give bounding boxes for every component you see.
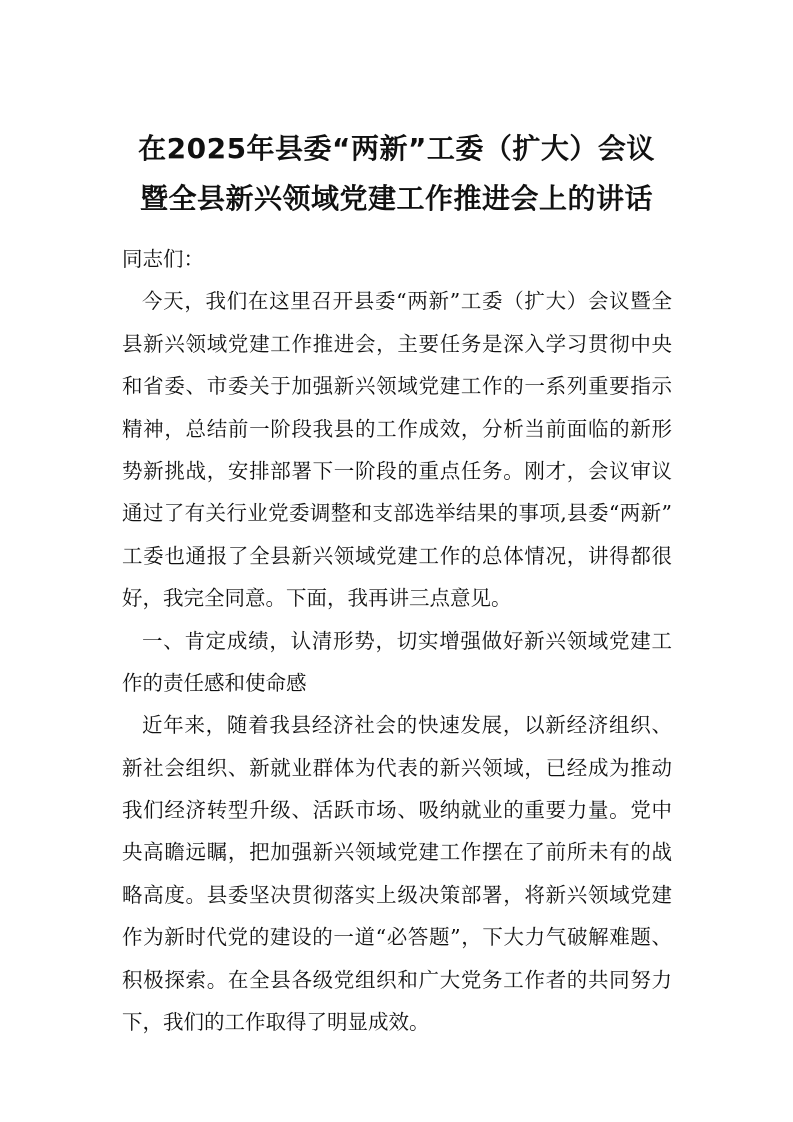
paragraph-line: 略高度。县委坚决贯彻落实上级决策部署，将新兴领域党建 [122, 882, 672, 907]
heading-line: 一、肯定成绩，认清形势，切实增强做好新兴领域党建工 [142, 628, 672, 653]
paragraph-line: 积极探索。在全县各级党组织和广大党务工作者的共同努力 [122, 967, 672, 992]
paragraph-line: 势新挑战，安排部署下一阶段的重点任务。刚才，会议审议 [122, 458, 672, 483]
paragraph-line: 工委也通报了全县新兴领域党建工作的总体情况，讲得都很 [122, 543, 672, 568]
paragraph-line: 县新兴领域党建工作推进会，主要任务是深入学习贯彻中央 [122, 331, 672, 356]
paragraph-line: 下，我们的工作取得了明显成效。 [122, 1010, 430, 1035]
paragraph-line: 近年来，随着我县经济社会的快速发展，以新经济组织、 [142, 713, 672, 738]
paragraph-line: 央高瞻远瞩，把加强新兴领域党建工作摆在了前所未有的战 [122, 840, 672, 865]
section-heading-1 [122, 620, 672, 705]
document-title [0, 124, 793, 224]
heading-line: 作的责任感和使命感 [122, 670, 307, 695]
paragraph-opening [122, 280, 672, 619]
paragraph-line: 新社会组织、新就业群体为代表的新兴领域，已经成为推动 [122, 755, 672, 780]
title-line-2: 暨全县新兴领域党建工作推进会上的讲话 [139, 182, 653, 215]
paragraph-line: 通过了有关行业党委调整和支部选举结果的事项,县委“两新” [122, 501, 672, 526]
paragraph-line: 和省委、市委关于加强新兴领域党建工作的一系列重要指示 [122, 374, 672, 399]
paragraph-line: 我们经济转型升级、活跃市场、吸纳就业的重要力量。党中 [122, 798, 672, 823]
paragraph-line: 好，我完全同意。下面，我再讲三点意见。 [122, 586, 512, 611]
paragraph-line: 今天，我们在这里召开县委“两新”工委（扩大）会议暨全 [142, 289, 672, 314]
document-body [122, 238, 672, 1043]
paragraph-achievements [122, 704, 672, 1043]
paragraph-line: 作为新时代党的建设的一道“必答题”，下大力气破解难题、 [122, 925, 672, 950]
paragraph-line: 精神，总结前一阶段我县的工作成效，分析当前面临的新形 [122, 416, 672, 441]
salutation: 同志们： [122, 247, 204, 271]
title-line-1: 在2025年县委“两新”工委（扩大）会议 [138, 132, 655, 165]
